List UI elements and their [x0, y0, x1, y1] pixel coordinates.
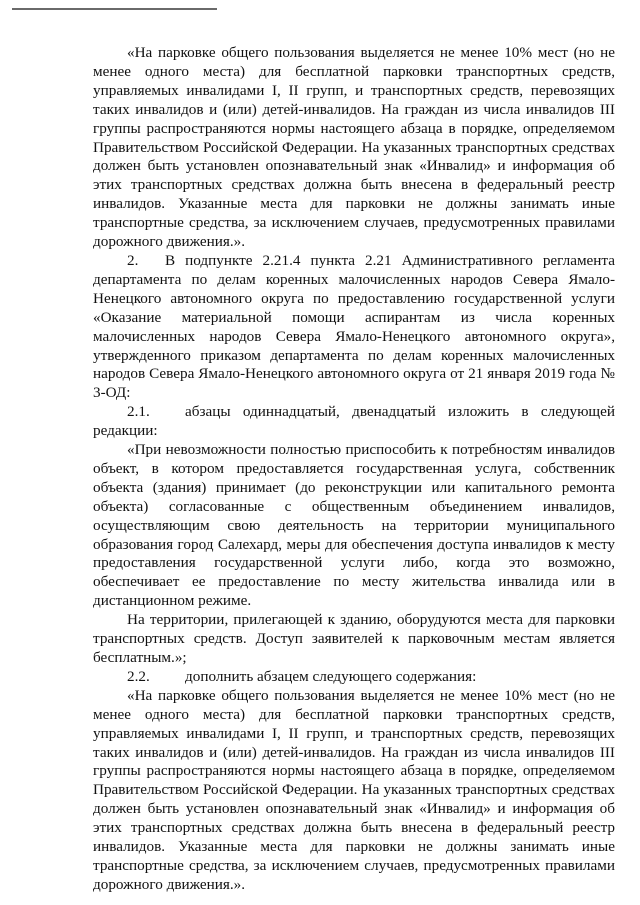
paragraph-text: «На парковке общего пользования выделяется не менее 10% мест (но не менее одного места) для бесплатной парковки транспортных средств, управляемых инвалидами I, II групп, и транспортных средств, перевозящих таких инвалидов и (или) детей-инвалидов. На граждан из числа инвалидов III группы распространяются нормы настоящего абзаца в порядке, определяемом Правительством Российской Федерации. На указанных транспортных средствах должен быть установлен опознавательный знак «Инвалид» и информация об этих транспортных средствах должна быть внесена в федеральный реестр инвалидов. Указанные места для парковки не должны занимать иные транспортные средства, за исключением случаев, предусмотренных правилами дорожного движения.». — [93, 686, 615, 893]
paragraph-quote-parking-1 — [93, 44, 615, 252]
paragraph-quote-accessibility — [93, 441, 615, 611]
paragraph-item-2-2 — [93, 668, 615, 687]
paragraph-quote-territory — [93, 611, 615, 668]
paragraph-quote-parking-2 — [93, 687, 615, 895]
document-page — [93, 44, 615, 895]
paragraph-text: В подпункте 2.21.4 пункта 2.21 Административного регламента департамента по делам коренных малочисленных народов Севера Ямало-Ненецкого автономного округа по предоставлению государственной услуги «Оказание материальной помощи аспирантам из числа коренных малочисленных народов Севера Ямало-Ненецкого автономного округа», утвержденного приказом департамента по делам коренных малочисленных народов Севера Ямало-Ненецкого автономного округа от 21 января 2019 года № 3-ОД: — [93, 251, 615, 402]
item-number: 2. — [127, 251, 139, 269]
paragraph-item-2-1 — [93, 403, 615, 441]
paragraph-text: На территории, прилегающей к зданию, оборудуются места для парковки транспортных средств. Доступ заявителей к парковочным местам является бесплатным.»; — [93, 611, 615, 666]
paragraph-text: «На парковке общего пользования выделяется не менее 10% мест (но не менее одного места) для бесплатной парковки транспортных средств, управляемых инвалидами I, II групп, и транспортных средств, перевозящих таких инвалидов и (или) детей-инвалидов. На граждан из числа инвалидов III группы распространяются нормы настоящего абзаца в порядке, определяемом Правительством Российской Федерации. На указанных транспортных средствах должен быть установлен опознавательный знак «Инвалид» и информация об этих транспортных средствах должна быть внесена в федеральный реестр инвалидов. Указанные места для парковки не должны занимать иные транспортные средства, за исключением случаев, предусмотренных правилами дорожного движения.». — [93, 44, 615, 251]
paragraph-text: дополнить абзацем следующего содержания: — [185, 667, 477, 685]
paragraph-text: абзацы одиннадцатый, двенадцатый изложить в следующей редакции: — [93, 403, 615, 440]
paragraph-item-2 — [93, 252, 615, 403]
item-number: 2.1. — [127, 403, 150, 421]
item-number: 2.2. — [127, 667, 150, 685]
top-divider — [12, 8, 217, 10]
paragraph-text: «При невозможности полностью приспособить к потребностям инвалидов объект, в котором предоставляется государственная услуга, собственник объекта (здания) принимает (до реконструкции или капитального ремонта объекта) согласованные с общественным объединением инвалидов, осуществляющим свою деятельность на территории муниципального образования город Салехард, меры для обеспечения доступа инвалидов к месту предоставления государственной услуги либо, когда это возможно, обеспечивает ее предоставление по месту жительства инвалида или в дистанционном режиме. — [93, 441, 615, 610]
